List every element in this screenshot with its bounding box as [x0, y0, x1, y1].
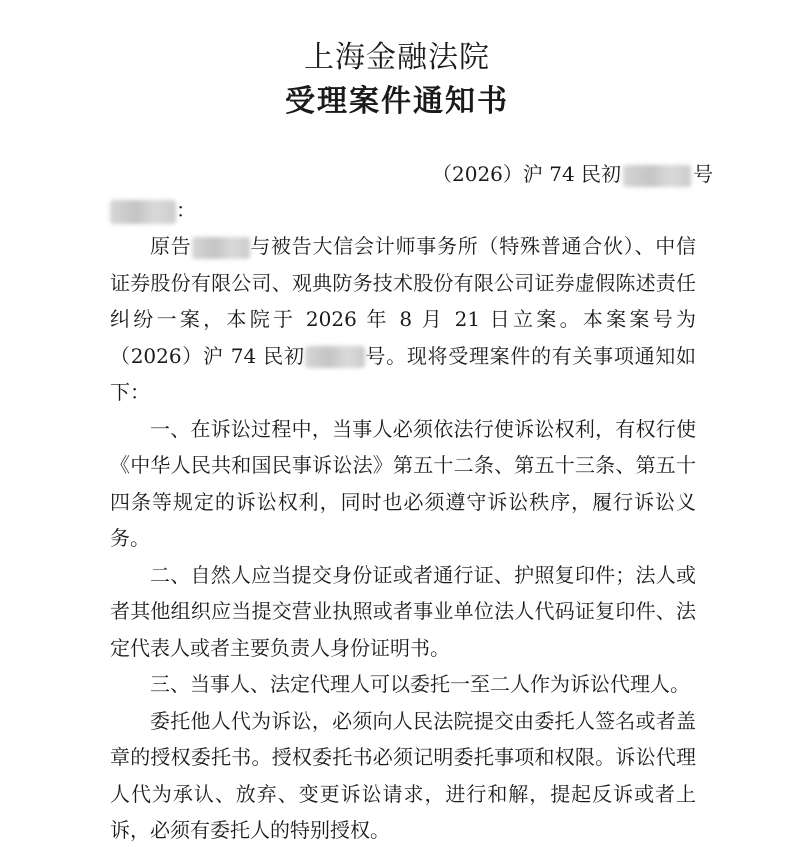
case-number — [432, 158, 713, 187]
paragraph-item-3-detail: 委托他人代为诉讼，必须向人民法院提交由委托人签名或者盖章的授权委托书。授权委托书必须记明委托事项和权限。诉讼代理人代为承认、放弃、变更诉讼请求，进行和解，提起反诉或者上诉，必须有委托人的特别授权。 — [110, 708, 696, 842]
redacted-case-digits — [623, 165, 691, 187]
paragraph-item-1: 一、在诉讼过程中，当事人必须依法行使诉讼权利，有权行使《中华人民共和国民事诉讼法》第五十二条、第五十三条、第五十四条等规定的诉讼权利，同时也必须遵守诉讼秩序，履行诉讼义务。 — [110, 416, 696, 550]
document-title: 受理案件通知书 — [285, 84, 509, 119]
paragraph-item-2: 二、自然人应当提交身份证或者通行证、护照复印件；法人或者其他组织应当提交营业执照或者事业单位法人代码证复印件、法定代表人或者主要负责人身份证明书。 — [110, 562, 696, 660]
paragraph-1-end: 号。现将受理案件的有关事项通知如下： — [110, 343, 697, 404]
court-name: 上海金融法院 — [304, 40, 490, 75]
case-number-suffix: 号 — [693, 162, 714, 186]
redacted-addressee-name — [110, 200, 176, 224]
notice-body — [110, 228, 696, 849]
redacted-case-digits-body — [305, 346, 365, 368]
paragraph-1-middle: 与被告大信会计师事务所（特殊普通合伙）、中信证券股份有限公司、观典防务技术股份有限公司证券虚假陈述责任纠纷一案，本院于 2026 年 8 月 21 日立案。本案案号为（2026）沪 74 民初 — [110, 234, 696, 368]
paragraph-1-start: 原告 — [150, 234, 192, 258]
addressee — [110, 194, 196, 224]
redacted-plaintiff-name — [192, 237, 250, 259]
case-number-prefix: （2026）沪 74 民初 — [432, 162, 622, 186]
paragraph-case-info — [110, 228, 696, 411]
paragraph-item-3: 三、当事人、法定代理人可以委托一至二人作为诉讼代理人。 — [150, 672, 690, 696]
addressee-colon: ： — [176, 198, 196, 222]
